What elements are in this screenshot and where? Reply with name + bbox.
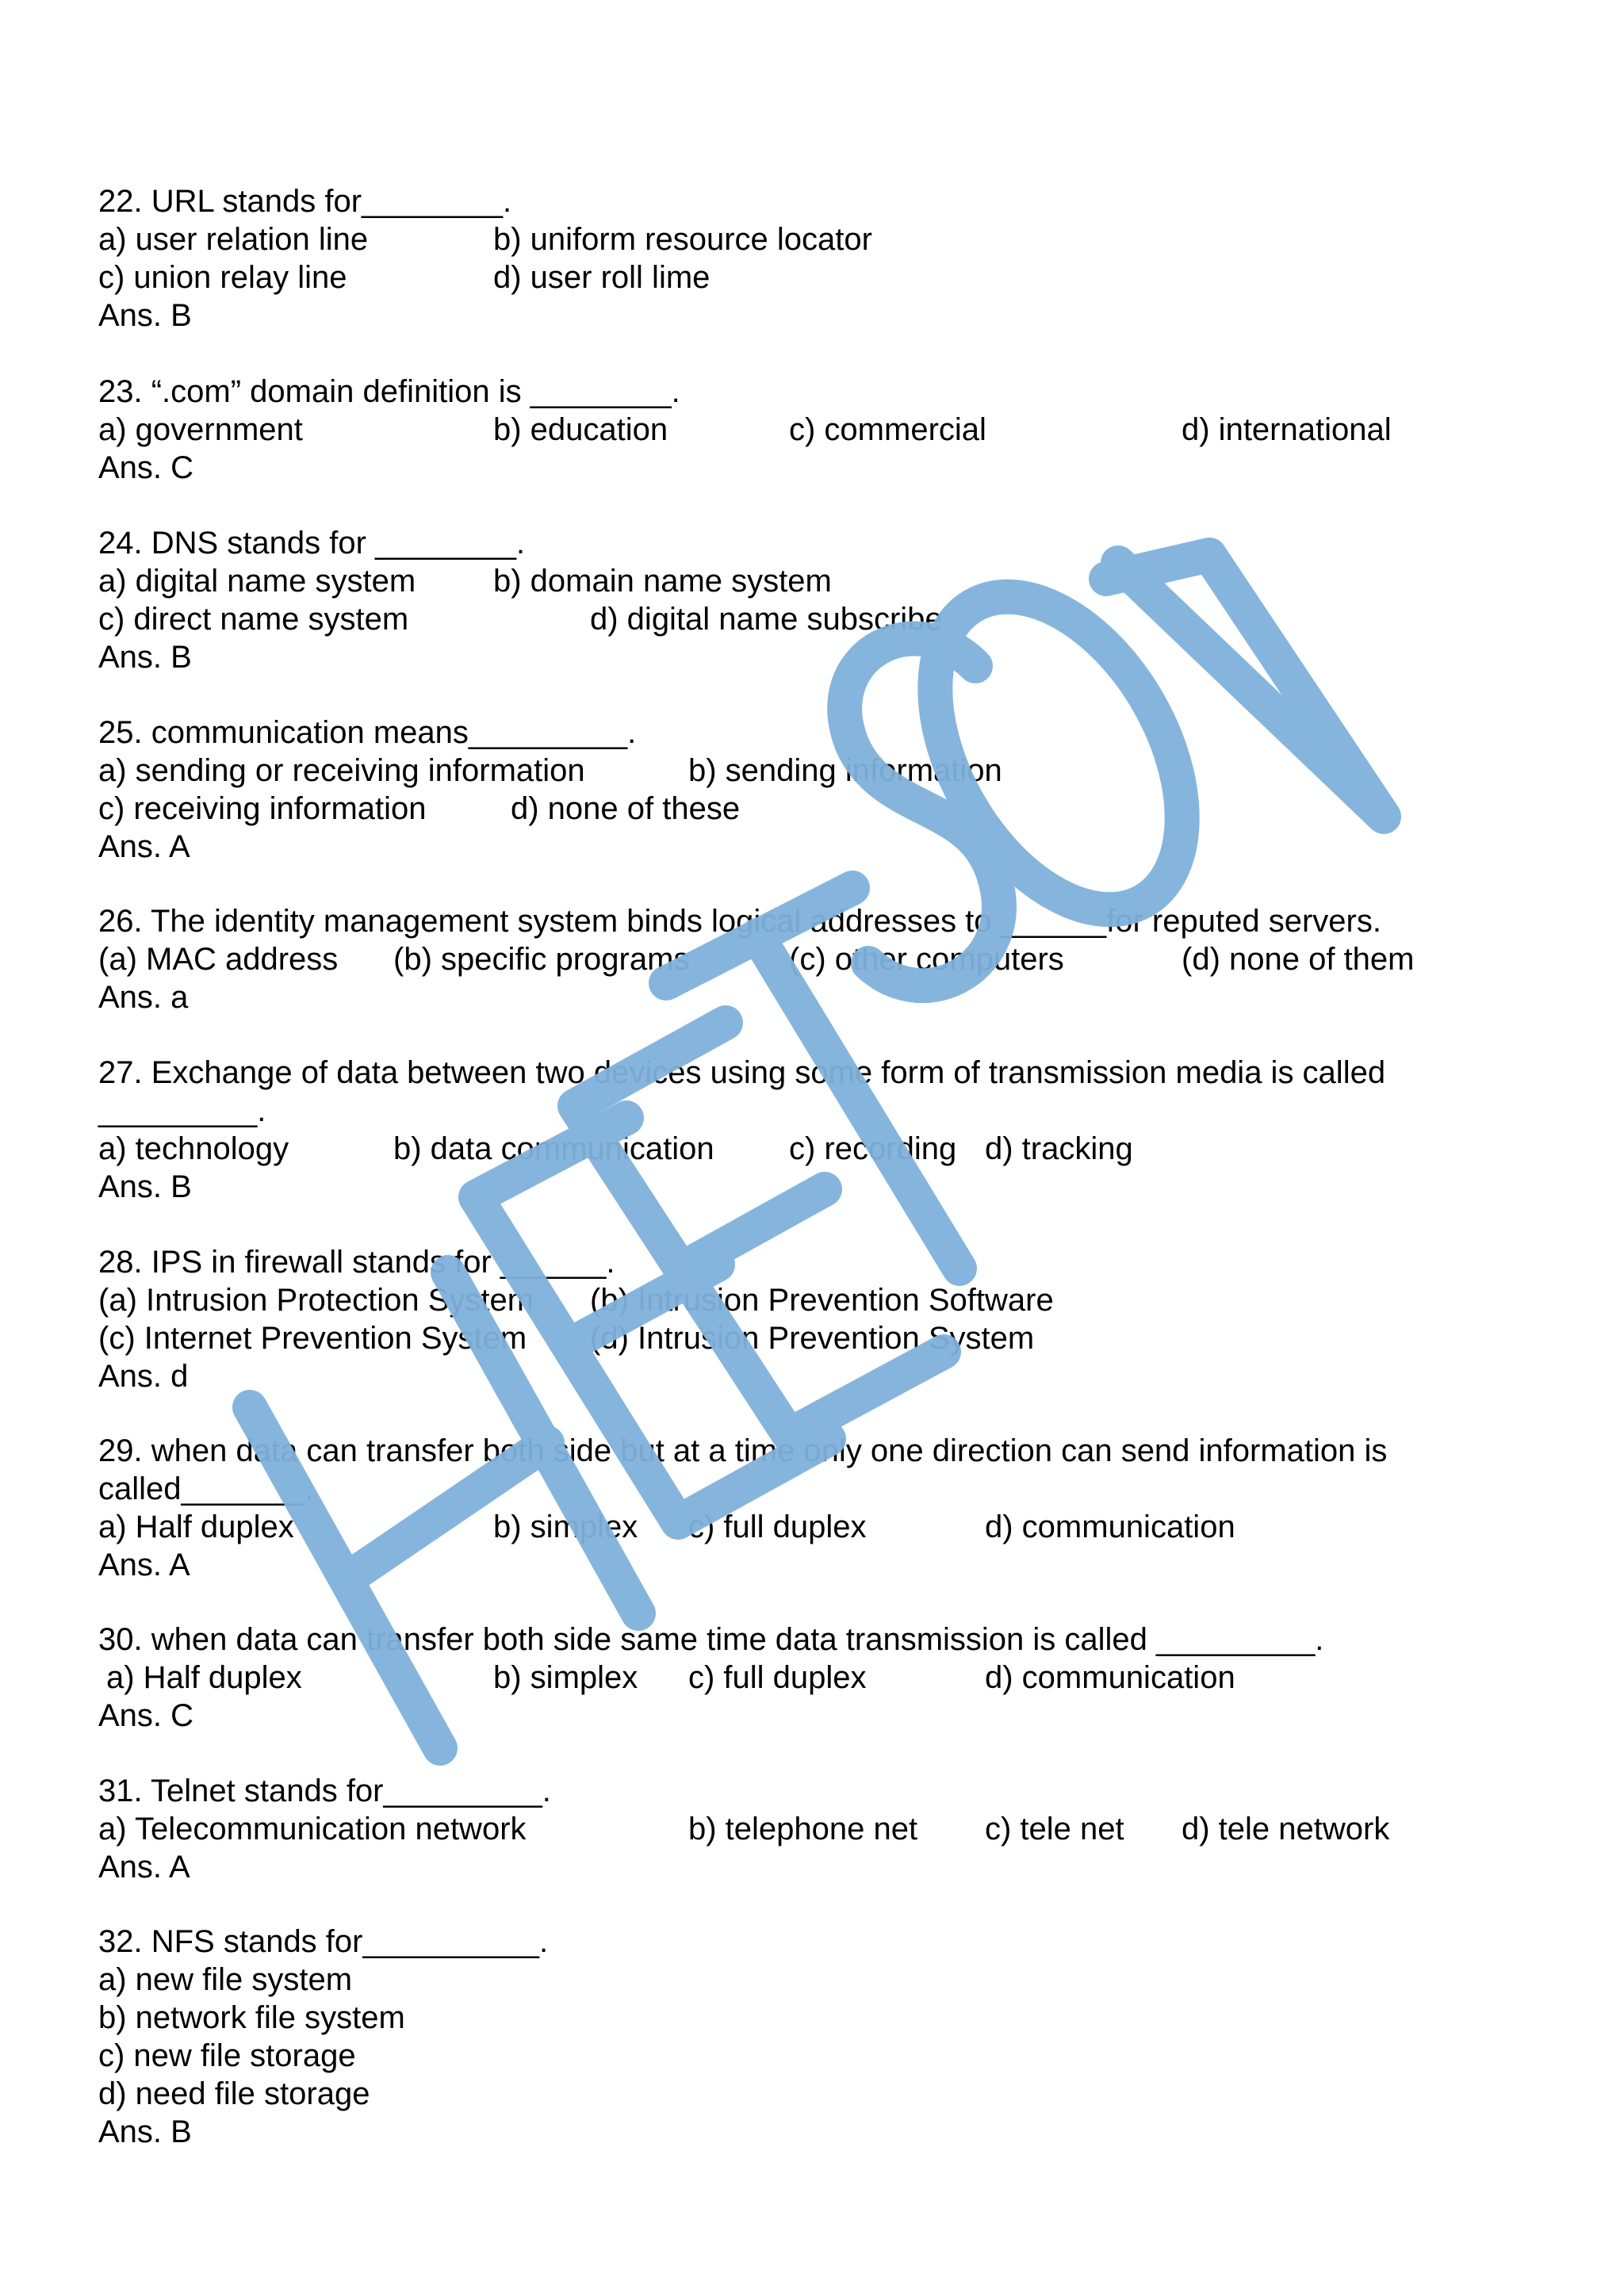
question-22-text: 22. URL stands for________.	[98, 184, 512, 219]
question-30-option-c: c) full duplex	[688, 1660, 867, 1695]
watermark-letter-n	[1106, 555, 1384, 817]
question-25-option-c: c) receiving information	[98, 791, 427, 826]
question-28-option-d: (d) Intrusion Prevention System	[590, 1321, 1035, 1356]
question-32-option-b: b) network file system	[98, 2000, 405, 2035]
question-26-option-c: (c) other computers	[789, 942, 1064, 977]
question-29-option-a: a) Half duplex	[98, 1510, 294, 1544]
question-32-answer: Ans. B	[98, 2114, 192, 2149]
question-27-option-c: c) recording	[789, 1131, 957, 1166]
question-32-option-d: d) need file storage	[98, 2076, 370, 2111]
question-24-option-d: d) digital name subscribe	[590, 602, 943, 637]
question-22-option-b: b) uniform resource locator	[493, 222, 872, 257]
question-28-option-b: (b) Intrusion Prevention Software	[590, 1283, 1054, 1318]
question-27-option-b: b) data communication	[393, 1131, 714, 1166]
question-27-option-a: a) technology	[98, 1131, 289, 1166]
question-31-text: 31. Telnet stands for_________.	[98, 1774, 551, 1808]
question-27-answer: Ans. B	[98, 1169, 192, 1204]
question-23-option-c: c) commercial	[789, 412, 986, 447]
question-32-text: 32. NFS stands for__________.	[98, 1924, 549, 1959]
question-22-option-a: a) user relation line	[98, 222, 369, 257]
question-28-option-a: (a) Intrusion Protection System	[98, 1283, 534, 1318]
question-25-option-a: a) sending or receiving information	[98, 753, 585, 788]
question-25-option-d: d) none of these	[511, 791, 741, 826]
question-22-answer: Ans. B	[98, 298, 192, 333]
question-26-text: 26. The identity management system binds logical addresses to ______for reputed servers.	[98, 904, 1381, 939]
question-22-option-d: d) user roll lime	[493, 260, 710, 295]
question-23-option-a: a) government	[98, 412, 303, 447]
question-24-option-a: a) digital name system	[98, 564, 416, 599]
question-26-option-a: (a) MAC address	[98, 942, 339, 977]
question-28-answer: Ans. d	[98, 1359, 189, 1394]
question-23-answer: Ans. C	[98, 450, 194, 485]
question-25-text: 25. communication means_________.	[98, 715, 637, 750]
question-24-option-c: c) direct name system	[98, 602, 409, 637]
question-27-text: 27. Exchange of data between two devices using some form of transmission media is called	[98, 1055, 1386, 1090]
question-27-option-d: d) tracking	[985, 1131, 1133, 1166]
question-29-answer: Ans. A	[98, 1548, 190, 1582]
question-26-answer: Ans. a	[98, 980, 189, 1015]
question-24-answer: Ans. B	[98, 640, 192, 675]
question-25-answer: Ans. A	[98, 829, 190, 864]
question-28-text: 28. IPS in firewall stands for ______.	[98, 1245, 615, 1280]
question-29-text-continued: called_______.	[98, 1471, 314, 1506]
question-31-option-c: c) tele net	[985, 1812, 1124, 1846]
question-23-text: 23. “.com” domain definition is ________.	[98, 374, 680, 409]
question-32-option-c: c) new file storage	[98, 2038, 356, 2073]
question-30-option-a: a) Half duplex	[106, 1660, 302, 1695]
question-29-option-c: c) full duplex	[688, 1510, 867, 1544]
question-24-option-b: b) domain name system	[493, 564, 832, 599]
question-30-text: 30. when data can transfer both side same time data transmission is called _________.	[98, 1622, 1324, 1657]
question-28-option-c: (c) Internet Prevention System	[98, 1321, 527, 1356]
question-22-option-c: c) union relay line	[98, 260, 347, 295]
question-31-option-d: d) tele network	[1182, 1812, 1390, 1846]
question-30-option-b: b) simplex	[493, 1660, 638, 1695]
question-26-option-b: (b) specific programs	[393, 942, 690, 977]
question-29-option-b: b) simplex	[493, 1510, 638, 1544]
question-32-option-a: a) new file system	[98, 1962, 353, 1997]
question-25-option-b: b) sending information	[688, 753, 1002, 788]
question-31-option-b: b) telephone net	[688, 1812, 918, 1846]
question-29-text: 29. when data can transfer both side but at a time only one direction can send information is	[98, 1433, 1388, 1468]
question-23-option-d: d) international	[1182, 412, 1392, 447]
question-30-answer: Ans. C	[98, 1698, 194, 1733]
question-23-option-b: b) education	[493, 412, 668, 447]
question-31-option-a: a) Telecommunication network	[98, 1812, 527, 1846]
question-27-text-continued: _________.	[98, 1093, 266, 1128]
question-29-option-d: d) communication	[985, 1510, 1235, 1544]
question-30-option-d: d) communication	[985, 1660, 1235, 1695]
question-31-answer: Ans. A	[98, 1850, 190, 1885]
question-24-text: 24. DNS stands for ________.	[98, 526, 526, 561]
question-26-option-d: (d) none of them	[1182, 942, 1415, 977]
